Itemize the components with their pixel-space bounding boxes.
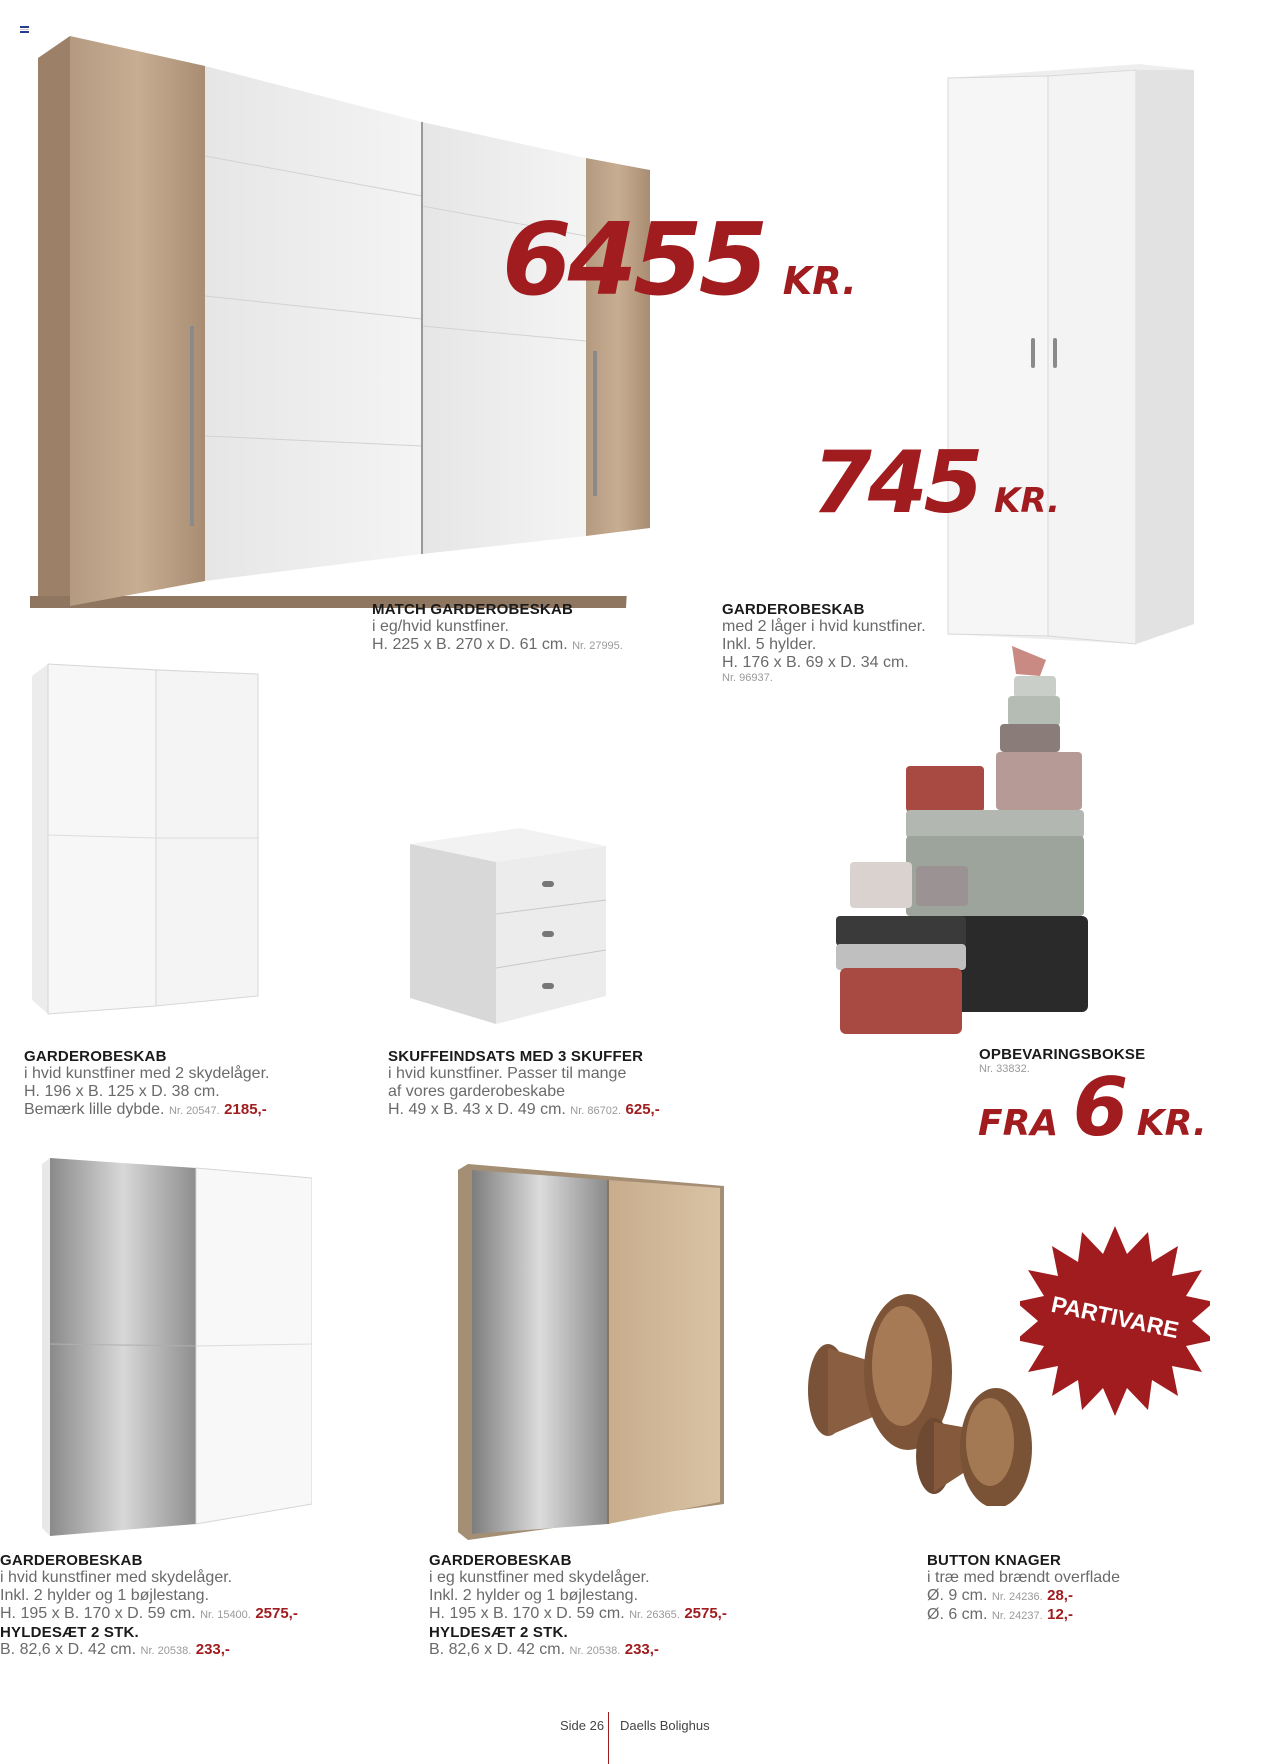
product-title: GARDEROBESKAB bbox=[429, 1552, 572, 1569]
white-2-door-wardrobe-image bbox=[940, 64, 1200, 664]
product-material: i hvid kunstfiner. Passer til mange bbox=[388, 1065, 627, 1082]
drawer-unit-image bbox=[410, 828, 606, 1024]
sliding-white-wardrobe-image bbox=[30, 660, 262, 1018]
shelf-set-price: 233,- bbox=[624, 1641, 659, 1658]
price-currency: KR. bbox=[993, 481, 1061, 521]
product-shelves: Inkl. 5 hylder. bbox=[722, 636, 817, 653]
product-number: Nr. 26365. bbox=[629, 1609, 680, 1621]
badge-label: PARTIVARE bbox=[1049, 1290, 1182, 1344]
match-wardrobe-image bbox=[30, 36, 650, 610]
mirror-white-wardrobe-info bbox=[0, 1552, 298, 1660]
product-dimensions: H. 49 x B. 43 x D. 49 cm. bbox=[388, 1101, 566, 1118]
product-title: SKUFFEINDSATS MED 3 SKUFFER bbox=[388, 1048, 644, 1065]
product-title: MATCH GARDEROBESKAB bbox=[372, 601, 574, 618]
price-745 bbox=[812, 433, 1061, 533]
shelf-set-number: Nr. 20538. bbox=[569, 1645, 621, 1657]
product-title: BUTTON KNAGER bbox=[927, 1552, 1061, 1569]
product-title: GARDEROBESKAB bbox=[722, 601, 865, 618]
product-title: GARDEROBESKAB bbox=[24, 1048, 167, 1065]
product-material: med 2 låger i hvid kunstfiner. bbox=[722, 618, 926, 635]
product-number: Nr. 96937. bbox=[722, 672, 773, 684]
shelf-set-title: HYLDESÆT 2 STK. bbox=[0, 1624, 139, 1641]
price-currency: KR. bbox=[1136, 1103, 1207, 1144]
footer-divider bbox=[608, 1712, 609, 1764]
price-big-number: 745 bbox=[812, 433, 980, 533]
product-number: Nr. 20547. bbox=[168, 1105, 220, 1117]
shelf-set-number: Nr. 20538. bbox=[140, 1645, 192, 1657]
sliding-white-wardrobe-info bbox=[24, 1048, 269, 1120]
mirror-oak-wardrobe-image bbox=[458, 1164, 724, 1540]
product-material: i hvid kunstfiner med 2 skydelåger. bbox=[24, 1065, 270, 1082]
product-dimensions: H. 195 x B. 170 x D. 59 cm. bbox=[0, 1605, 196, 1622]
product-material: i træ med brændt overflade bbox=[927, 1569, 1120, 1586]
size-6-number: Nr. 24237. bbox=[991, 1610, 1043, 1622]
product-dimensions: H. 196 x B. 125 x D. 38 cm. bbox=[24, 1083, 220, 1100]
size-6-price: 12,- bbox=[1047, 1606, 1073, 1623]
product-number: Nr. 27995. bbox=[572, 640, 623, 652]
size-6-label: Ø. 6 cm. bbox=[927, 1606, 988, 1623]
product-number: Nr. 33832. bbox=[979, 1063, 1030, 1075]
shelf-set-dimensions: B. 82,6 x D. 42 cm. bbox=[0, 1641, 137, 1658]
price-currency: KR. bbox=[782, 259, 857, 303]
product-material: i eg kunstfiner med skydelåger. bbox=[429, 1569, 650, 1586]
mirror-oak-wardrobe-info bbox=[429, 1552, 727, 1660]
price-big-number: 6455 bbox=[502, 201, 765, 318]
size-9-label: Ø. 9 cm. bbox=[927, 1587, 988, 1604]
footer-brand: Daells Bolighus bbox=[620, 1718, 710, 1733]
product-interior: Inkl. 2 hylder og 1 bøjlestang. bbox=[0, 1587, 210, 1604]
price-fra-6 bbox=[978, 1061, 1207, 1154]
product-title: GARDEROBESKAB bbox=[0, 1552, 143, 1569]
product-interior: Inkl. 2 hylder og 1 bøjlestang. bbox=[429, 1587, 639, 1604]
shelf-set-dimensions: B. 82,6 x D. 42 cm. bbox=[429, 1641, 566, 1658]
button-knobs-image bbox=[800, 1286, 1050, 1506]
product-price: 2575,- bbox=[255, 1605, 298, 1622]
product-title: OPBEVARINGSBOKSE bbox=[979, 1046, 1146, 1063]
price-from-label: FRA bbox=[978, 1103, 1059, 1144]
product-material: i hvid kunstfiner med skydelåger. bbox=[0, 1569, 233, 1586]
product-dimensions: H. 176 x B. 69 x D. 34 cm. bbox=[722, 654, 909, 671]
product-price: 2575,- bbox=[684, 1605, 727, 1622]
product-price: 2185,- bbox=[224, 1101, 267, 1118]
button-knobs-info bbox=[927, 1552, 1120, 1625]
mirror-white-wardrobe-image bbox=[40, 1158, 312, 1536]
flag-icon bbox=[20, 20, 29, 27]
product-number: Nr. 15400. bbox=[200, 1609, 251, 1621]
size-9-price: 28,- bbox=[1047, 1587, 1073, 1604]
drawer-unit-info bbox=[388, 1048, 660, 1120]
shelf-set-price: 233,- bbox=[195, 1641, 230, 1658]
match-wardrobe-info bbox=[372, 601, 623, 655]
product-material: i eg/hvid kunstfiner. bbox=[372, 618, 509, 635]
storage-boxes-image bbox=[836, 646, 1090, 1036]
product-dimensions: H. 195 x B. 170 x D. 59 cm. bbox=[429, 1605, 625, 1622]
product-price: 625,- bbox=[625, 1101, 660, 1118]
size-9-number: Nr. 24236. bbox=[991, 1591, 1043, 1603]
product-note: Bemærk lille dybde. bbox=[24, 1101, 165, 1118]
product-dimensions: H. 225 x B. 270 x D. 61 cm. bbox=[372, 636, 568, 653]
shelf-set-title: HYLDESÆT 2 STK. bbox=[429, 1624, 568, 1641]
price-6455 bbox=[502, 201, 857, 320]
page-number: Side 26 bbox=[560, 1718, 605, 1733]
product-number: Nr. 86702. bbox=[570, 1105, 622, 1117]
price-big-number: 6 bbox=[1072, 1061, 1125, 1154]
product-compatibility: af vores garderobeskabe bbox=[388, 1083, 565, 1100]
